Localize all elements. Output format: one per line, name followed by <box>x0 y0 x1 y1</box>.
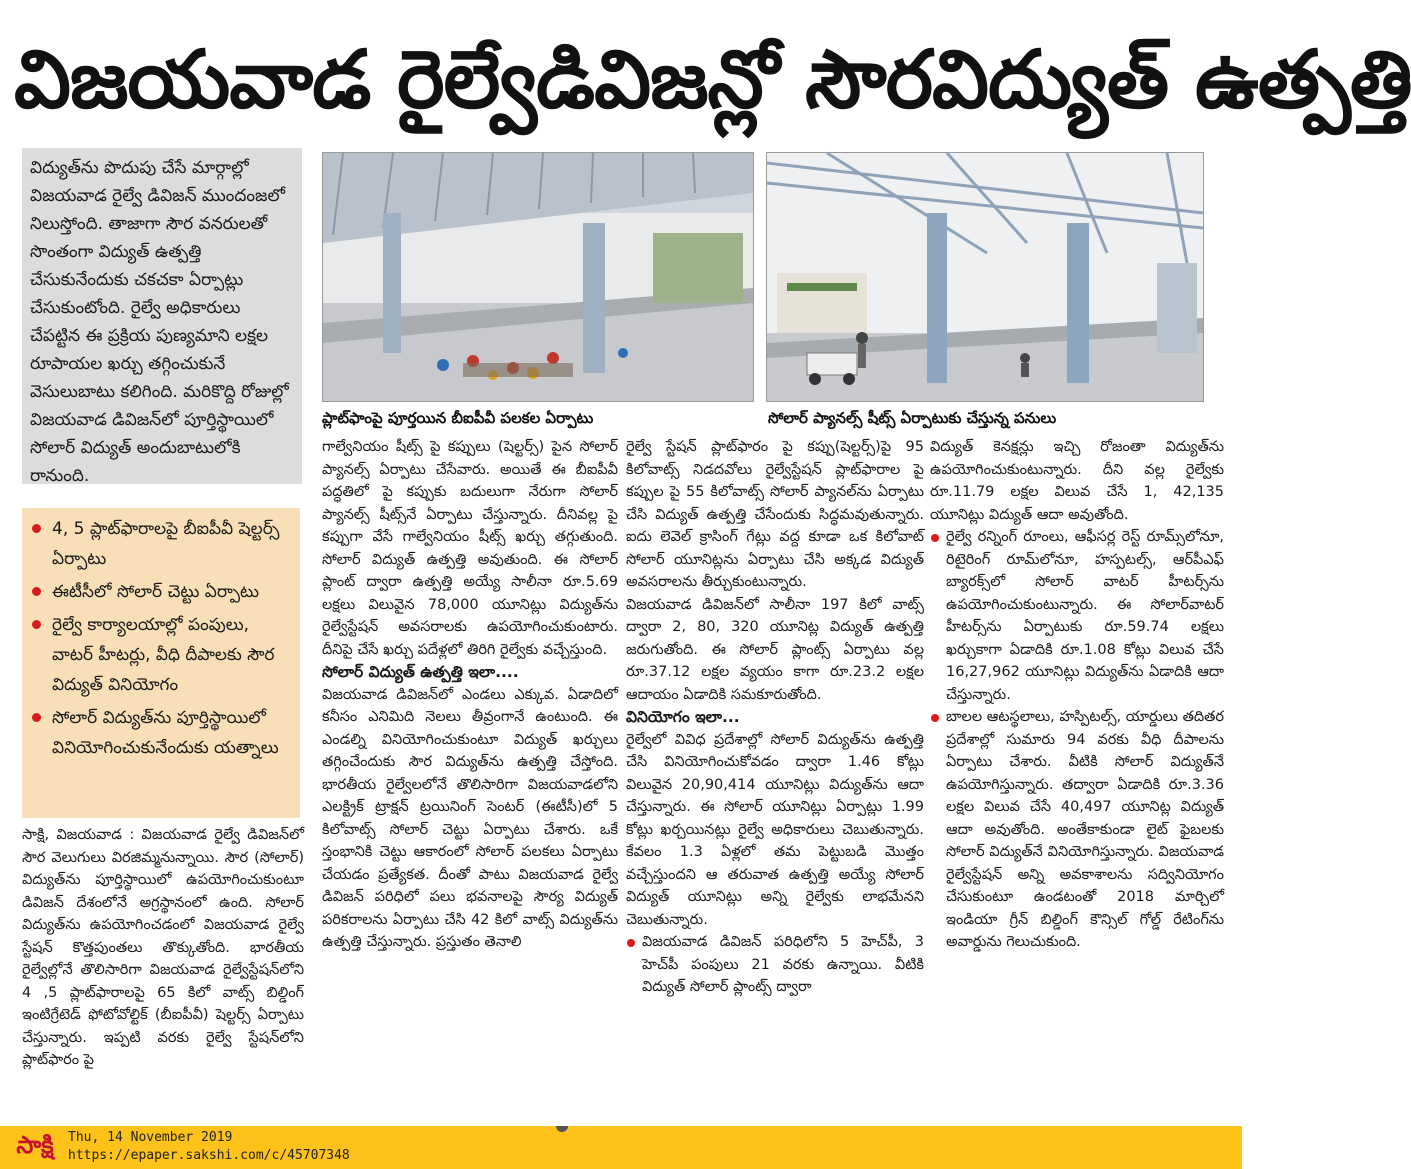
bullet-icon <box>32 620 41 629</box>
photo-platform-shelter-image <box>323 153 753 401</box>
sakshi-logo: సాక్షి <box>16 1131 54 1159</box>
article-column-1 <box>22 824 304 1124</box>
column-3-bullet-text: విజయవాడ డివిజన్ పరిధిలోని 5 హెచ్‌పీ, 3 హెచ్‌పీ పంపులు 21 వరకు ఉన్నాయి. వీటికి విద్యుత్ సోలార్ ప్లాంట్స్ ద్వారా <box>642 934 924 995</box>
bullet-icon <box>931 534 939 542</box>
highlight-text: ఈటీసీలో సోలార్ చెట్టు ఏర్పాటు <box>52 582 260 602</box>
highlights-list <box>30 514 294 763</box>
intro-box <box>22 148 302 484</box>
column-4-paragraph-1: విద్యుత్ కెనక్షన్లు ఇచ్చి రోజంతా విద్యుత్‌ను ఉపయోగించుకుంటున్నారు. దీని వల్ల రైల్వేకు రూ.11.79 లక్షల విలువ చేసే 1, 42,135 యూనిట్లు విద్యుత్ ఆదా అవుతోంది. <box>930 439 1224 523</box>
highlights-box <box>22 508 300 818</box>
footer-url[interactable]: https://epaper.sakshi.com/c/45707348 <box>68 1148 350 1163</box>
column-2-paragraph-2: విజయవాడ డివిజన్‌లో ఎండలు ఎక్కువ. ఏడాదిలో కనీసం ఎనిమిది నెలలు తీవ్రంగానే ఉంటుంది. ఈ ఎండల్ని వినియోగించుకుంటూ విద్యుత్ ఖర్చులు తగ్గించేందుకు సౌర విద్యుత్‌ను ఉత్పత్తి చేస్తోంది. భారతీయ రైల్వేలలోనే తొలిసారిగా విజయవాడలోని ఎలక్ట్రిక్ ట్రాక్షన్ ట్రయినింగ్ సెంటర్ (ఈటీసీ)లో 5 కిలోవాట్స్ సోలార్ చెట్టు ఏర్పాటు చేశారు. ఒకే స్తంభానికి చెట్టు ఆకారంలో సోలార్ పలకలు ఏర్పాటు చేయడం ప్రత్యేకత. దీంతో పాటు విజయవాడ రైల్వే డివిజన్ పరిధిలో పలు భవనాలపై సౌర్య విద్యుత్ పరికరాలను ఏర్పాటు చేసి 42 కిలో వాట్స్ విద్యుత్‌ను ఉత్పత్తి చేస్తున్నారు. ప్రస్తుతం తెనాలి <box>322 686 618 950</box>
photo-caption-2: సోలార్ ప్యానల్స్ షీట్స్ ఏర్పాటుకు చేస్తున్న పనులు <box>768 409 1057 427</box>
column-4-bullet-1 <box>930 526 1224 706</box>
photo-panel-installation <box>766 152 1204 402</box>
footer-date: Thu, 14 November 2019 <box>68 1130 233 1145</box>
highlight-item <box>30 514 294 574</box>
article-column-4 <box>930 436 1224 1088</box>
bullet-icon <box>32 587 41 596</box>
column-3-paragraph-3: రైల్వేలో వివిధ ప్రదేశాల్లో సోలార్ విద్యుత్‌ను ఉత్పత్తి చేసి వినియోగించుకోవడం ద్వారా 1.46 కోట్లు విలువైన 20,90,414 యూనిట్లు విద్యుత్‌ను ఆదా చేస్తున్నారు. ఈ సోలార్ యూనిట్లు ఏర్పాట్లు 1.99 కోట్లు ఖర్చయినట్లు రైల్వే అధికారులు చెబుతున్నారు. కేవలం 1.3 ఏళ్లలో తమ పెట్టుబడి మొత్తం వచ్చేస్తుందని ఆ తరువాత ఉత్పత్తి అయ్యే సోలార్ విద్యుత్ యూనిట్లు అన్ని రైల్వేకు లాభమేనని చెబుతున్నారు. <box>626 731 924 928</box>
column-1-text: సాక్షి, విజయవాడ : విజయవాడ రైల్వే డివిజన్‌లో సౌర వెలుగులు విరజిమ్మనున్నాయి. సౌర (సోలార్) విద్యుత్‌ను పూర్తిస్థాయిలో ఉపయోగించుకుంటూ డివిజన్ దేశంలోనే అగ్రస్థానంలో ఉంది. సోలార్ విద్యుత్‌ను ఉపయోగించడంలో విజయవాడ రైల్వే స్టేషన్ కొత్తపుంతలు తొక్కుతోంది. భారతీయ రైల్వేల్లోనే తొలిసారిగా విజయవాడ రైల్వేస్టేషన్‌లోని 4 ,5 ప్లాట్‌ఫారాలపై 65 కిలో వాట్స్ బిల్డింగ్ ఇంటిగ్రేటెడ్ ఫోటోవోల్టిక్ (బీఐపీవీ) షెల్టర్స్ ఏర్పాటు చేస్తున్నారు. ఇప్పటి వరకు రైల్వే స్టేషన్‌లోని ప్లాట్‌ఫారం పై <box>22 827 304 1068</box>
article-column-3 <box>626 436 924 1126</box>
highlight-item <box>30 577 294 607</box>
column-4-bullet-2 <box>930 706 1224 954</box>
page-marker-icon <box>556 1126 568 1132</box>
article-column-2 <box>322 436 618 1126</box>
column-4-bullet-1-text: రైల్వే రన్నింగ్ రూంలు, ఆఫీసర్ల రెస్ట్ రూమ్స్‌లోనూ, రిటైరింగ్ రూమ్‌లోనూ, హస్పటల్స్, ఆర్‌పీఎఫ్ బ్యారక్స్‌లో సోలార్ వాటర్ హీటర్స్‌ను ఉపయోగించుకుంటున్నారు. ఈ సోలార్‌వాటర్ హీటర్స్‌ను ఏర్పాటుకు రూ.59.74 లక్షలు ఖర్చుకాగా ఏడాదికి రూ.1.08 కోట్లు విలువ చేసే 16,27,962 యూనిట్లు విద్యుత్‌ను ఏడాదికి ఆదా చేస్తున్నారు. <box>946 529 1224 703</box>
highlight-item <box>30 610 294 700</box>
subhead-solar-production: సోలార్ విద్యుత్ ఉత్పత్తి ఇలా.... <box>322 663 519 681</box>
column-3-bullet <box>626 931 924 999</box>
highlight-text: సోలార్ విద్యుత్‌ను పూర్తిస్థాయిలో వినియోగించుకునేందుకు యత్నాలు <box>52 708 279 758</box>
photo-platform-shelter <box>322 152 754 402</box>
bullet-icon <box>32 524 41 533</box>
intro-text: విద్యుత్‌ను పొదుపు చేసే మార్గాల్లో విజయవాడ రైల్వే డివిజన్ ముందంజలో నిలుస్తోంది. తాజాగా సౌర వనరులతో సొంతంగా విద్యుత్ ఉత్పత్తి చేసుకునేందుకు చకచకా ఏర్పాట్లు చేసుకుంటోంది. రైల్వే అధికారులు చేపట్టిన ఈ ప్రక్రియ పుణ్యమాని లక్షల రూపాయల ఖర్చు తగ్గించుకునే వెసులుబాటు కలిగింది. మరికొద్ది రోజుల్లో విజయవాడ డివిజన్‌లో పూర్తిస్థాయిలో సోలార్ విద్యుత్ అందుబాటులోకి రానుంది. <box>30 158 289 486</box>
column-3-paragraph-2: విజయవాడ డివిజన్‌లో సాలీనా 197 కిలో వాట్స్ ద్వారా 2, 80, 320 యూనిట్ల విద్యుత్ ఉత్పత్తి జరుగుతోంది. ఈ సోలార్ ప్లాంట్స్ ఏర్పాటు వల్ల రూ.37.12 లక్షల వ్యయం కాగా రూ.23.2 లక్షల ఆదాయం ఏడాదికి సమకూరుతోంది. <box>626 596 924 703</box>
highlight-item <box>30 703 294 763</box>
bullet-icon <box>931 714 939 722</box>
bullet-icon <box>627 939 635 947</box>
column-2-paragraph-1: గాల్వేనియం షీట్స్ పై కప్పులు (షెల్టర్స్) పైన సోలార్ ప్యానల్స్ ఏర్పాటు చేసేవారు. అయితే ఈ బీఐపీవీ పద్ధతిలో పై కప్పుకు బదులుగా నేరుగా సోలార్ ప్యానల్స్ షీట్స్‌నే ఏర్పాటు చేస్తున్నారు. దీనివల్ల పై కప్పుగా వేసే గాల్వేనియం షీట్స్ ఖర్చు తగ్గుతుంది. సోలార్ విద్యుత్ ఉత్పత్తి అవుతుంది. ఈ సోలార్ ప్లాంట్ ద్వారా ఉత్పత్తి అయ్యే సాలీనా రూ.5.69 లక్షలు విలువైన 78,000 యూనిట్లు విద్యుత్‌ను రైల్వేస్టేషన్ అవసరాలకు ఉపయోగించుకుంటారు. దీనిపై చేసే ఖర్చు పదేళ్లలో తిరిగి రైల్వేకు వచ్చేస్తుంది. <box>322 439 618 658</box>
subhead-usage: వినియోగం ఇలా... <box>626 708 740 726</box>
headline: విజయవాడ రైల్వేడివిజన్లో సౌరవిద్యుత్ ఉత్పత్తి <box>14 33 1411 126</box>
highlight-text: రైల్వే కార్యాలయాల్లో పంపులు, వాటర్ హీటర్లు, వీధి దీపాలకు సౌర విద్యుత్ వినియోగం <box>52 615 275 695</box>
photo-panel-installation-image <box>767 153 1203 401</box>
footer-bar <box>0 1126 1242 1169</box>
photo-caption-1: ప్లాట్‌ఫాంపై పూర్తయిన బీఐపీవీ పలకల ఏర్పాటు <box>322 409 594 427</box>
bullet-icon <box>32 713 41 722</box>
column-4-bullet-2-text: బాలల ఆటస్థలాలు, హస్పిటల్స్, యార్డులు తదితర ప్రదేశాల్లో సుమారు 94 వరకు వీధి దీపాలను ఏర్పాటు చేశారు. వీటికి సోలార్ విద్యుత్‌నే ఉపయోగిస్తున్నారు. తద్వారా ఏడాదికి రూ.3.36 లక్షల విలువ చేసే 40,497 యూనిట్ల విద్యుత్ ఆదా అవుతోంది. అంతేకాకుండా లైట్ ఫైబలకు సోలార్ విద్యుత్‌నే వినియోగిస్తున్నారు. విజయవాడ రైల్వేస్టేషన్ అన్ని అవకాశాలను సద్వినియోగం చేసుకుంటూ ఉండటంతో 2018 మార్చిలో ఇండియా గ్రీన్ బిల్డింగ్ కౌన్సిల్ గోల్డ్ రేటింగ్‌ను అవార్డును గెలుచుకుంది. <box>946 709 1224 950</box>
column-3-paragraph-1: రైల్వే స్టేషన్ ప్లాట్‌ఫారం పై కప్పు(షెల్టర్స్)పై 95 కిలోవాట్స్ నిడదవోలు రైల్వేస్టేషన్ ప్లాట్‌ఫారాల పై కప్పుల పై 55 కిలోవాట్స్ సోలార్ ప్యానల్‌ను ఏర్పాటు చేసి విద్యుత్ ఉత్పత్తి చేసేందుకు సిద్ధమవుతున్నారు. ఐదు లెవెల్ క్రాసింగ్ గేట్లు వద్ద కూడా ఒక కిలోవాట్ సోలార్ యూనిట్లను ఏర్పాటు చేసి అక్కడ విద్యుత్ అవసరాలను తీర్చుకుంటున్నారు. <box>626 439 924 590</box>
highlight-text: 4, 5 ప్లాట్‌ఫారాలపై బీఐపీవీ షెల్టర్స్ ఏర్పాటు <box>52 519 280 569</box>
